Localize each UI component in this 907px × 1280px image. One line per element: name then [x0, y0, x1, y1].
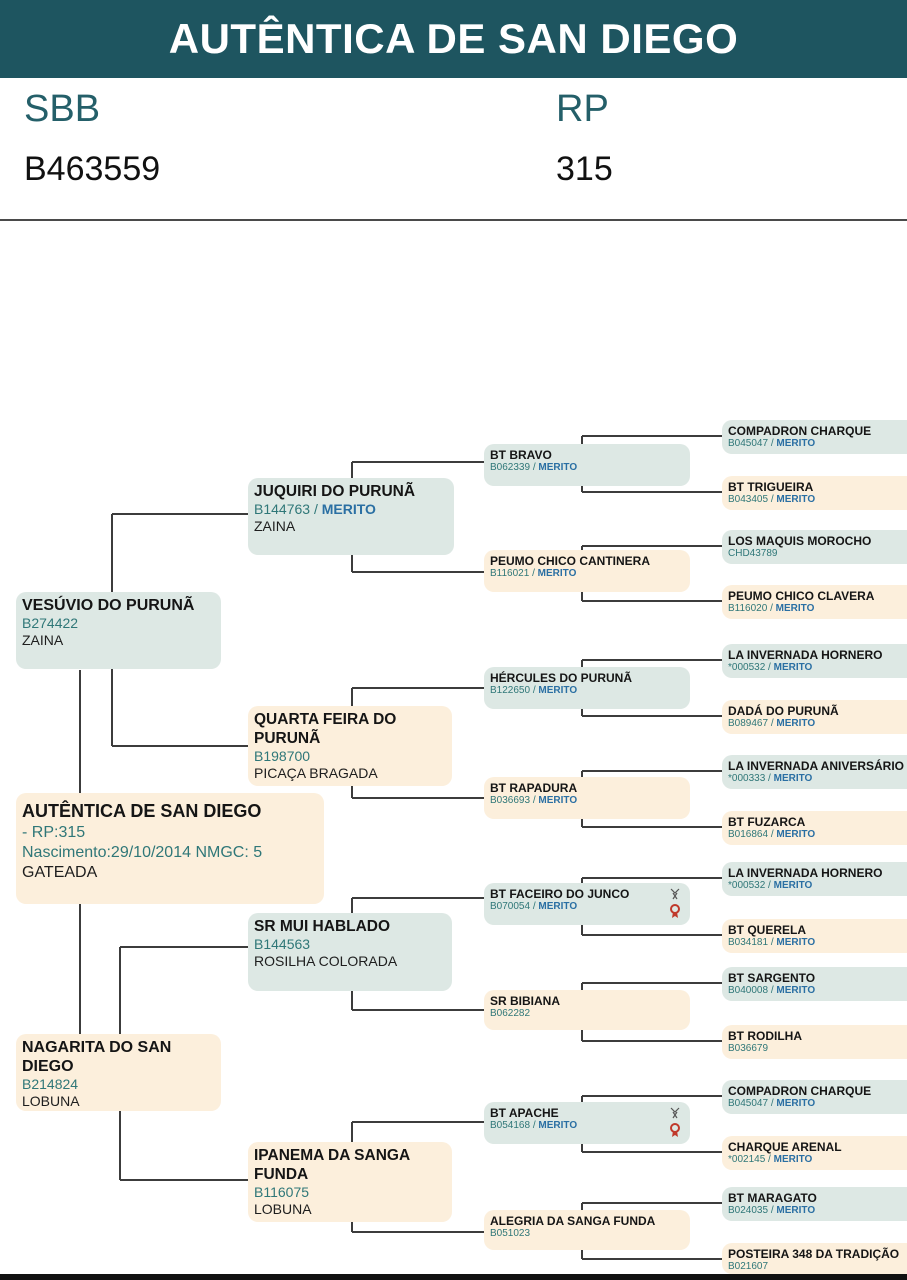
g2-reg-value-0: B144763 — [254, 501, 311, 517]
g3-name-4: BT FACEIRO DO JUNCO — [490, 887, 630, 901]
g4-name-14: BT MARAGATO — [728, 1191, 817, 1205]
g4-reg-6: *000333 / MERITO — [728, 773, 813, 784]
g4-merito-5: MERITO — [776, 718, 816, 729]
g4-reg-1: B043405 / MERITO — [728, 494, 816, 505]
g3-name-6: BT APACHE — [490, 1106, 559, 1120]
g4-merito-13: MERITO — [773, 1154, 813, 1165]
g4-merito-8: MERITO — [773, 880, 813, 891]
g4-card-6[interactable] — [722, 755, 907, 789]
g4-card-1[interactable] — [722, 476, 907, 510]
g3-card-6[interactable] — [484, 1102, 690, 1144]
g4-reg-value-1: B043405 — [728, 494, 769, 505]
g4-card-2[interactable] — [722, 530, 907, 564]
subject-card[interactable] — [16, 793, 324, 904]
g2-name-0: JUQUIRI DO PURUNÃ — [254, 483, 416, 500]
g4-name-2: LOS MAQUIS MOROCHO — [728, 534, 872, 548]
g4-reg-value-3: B116020 — [728, 603, 768, 614]
sbb-label: SBB — [24, 88, 101, 130]
g2-coat-0: ZAINA — [254, 518, 296, 534]
g3-reg-value-1: B116021 — [490, 568, 530, 579]
g4-merito-6: MERITO — [773, 773, 813, 784]
g4-reg-value-6: *000333 — [728, 773, 766, 784]
g4-reg-value-4: *000532 — [728, 662, 766, 673]
subject-coat: GATEADA — [22, 864, 98, 881]
g4-name-10: BT SARGENTO — [728, 971, 816, 985]
g3-name-0: BT BRAVO — [490, 448, 552, 462]
g4-card-10[interactable] — [722, 967, 907, 1001]
g4-card-4[interactable] — [722, 644, 907, 678]
dam-coat: LOBUNA — [22, 1093, 80, 1109]
g4-card-0[interactable] — [722, 420, 907, 454]
dam-name: NAGARITA DO SAN DIEGO — [22, 1039, 172, 1075]
g2-card-2[interactable] — [248, 913, 452, 991]
g4-name-5: DADÁ DO PURUNÃ — [728, 704, 839, 718]
g4-reg-10: B040008 / MERITO — [728, 985, 816, 996]
g2-card-1[interactable] — [248, 706, 452, 786]
sire-coat: ZAINA — [22, 632, 64, 648]
g4-reg-value-5: B089467 — [728, 718, 769, 729]
award-icon — [668, 1106, 682, 1140]
g4-name-7: BT FUZARCA — [728, 815, 806, 829]
g4-reg-value-14: B024035 — [728, 1205, 769, 1216]
g4-name-6: LA INVERNADA ANIVERSÁRIO — [728, 759, 905, 773]
g2-coat-1: PICAÇA BRAGADA — [254, 765, 378, 781]
g4-reg-13: *002145 / MERITO — [728, 1154, 813, 1165]
g4-card-11[interactable] — [722, 1025, 907, 1059]
g4-reg-value-8: *000532 — [728, 880, 766, 891]
g2-coat-3: LOBUNA — [254, 1201, 312, 1217]
g3-reg-7: B051023 — [490, 1228, 531, 1239]
g4-card-5[interactable] — [722, 700, 907, 734]
g4-reg-value-7: B016864 — [728, 829, 769, 840]
g3-reg-value-2: B122650 — [490, 685, 531, 696]
g4-card-15[interactable] — [722, 1243, 907, 1274]
sire-name: VESÚVIO DO PURUNÃ — [22, 597, 195, 614]
g4-reg-12: B045047 / MERITO — [728, 1098, 816, 1109]
g3-reg-value-3: B036693 — [490, 795, 531, 806]
g3-name-3: BT RAPADURA — [490, 781, 578, 795]
g2-card-0[interactable] — [248, 478, 454, 555]
g3-merito-0: MERITO — [538, 462, 578, 473]
g4-reg-8: *000532 / MERITO — [728, 880, 813, 891]
g4-reg-14: B024035 / MERITO — [728, 1205, 816, 1216]
g3-card-4[interactable] — [484, 883, 690, 925]
g3-merito-6: MERITO — [538, 1120, 578, 1131]
g3-reg-5: B062282 — [490, 1008, 531, 1019]
g4-merito-9: MERITO — [776, 937, 816, 948]
g4-reg-0: B045047 / MERITO — [728, 438, 816, 449]
g4-reg-value-10: B040008 — [728, 985, 769, 996]
rp-label: RP — [556, 88, 609, 130]
g4-card-14[interactable] — [722, 1187, 907, 1221]
g4-reg-7: B016864 / MERITO — [728, 829, 816, 840]
g2-reg-0: B144763 / MERITO — [254, 501, 376, 517]
subject-rp: - RP:315 — [22, 824, 86, 841]
g3-reg-6: B054168 / MERITO — [490, 1120, 578, 1131]
sire-card[interactable] — [16, 592, 221, 669]
dam-reg: B214824 — [22, 1076, 79, 1092]
g3-reg-0: B062339 / MERITO — [490, 462, 578, 473]
g3-reg-value-0: B062339 — [490, 462, 531, 473]
g4-reg-value-13: *002145 — [728, 1154, 766, 1165]
g4-name-11: BT RODILHA — [728, 1029, 802, 1043]
g3-reg-1: B116021 / MERITO — [490, 568, 577, 579]
g4-reg-2: CHD43789 — [728, 548, 778, 559]
g4-card-3[interactable] — [722, 585, 907, 619]
g4-reg-9: B034181 / MERITO — [728, 937, 816, 948]
g2-reg-3: B116075 — [254, 1184, 310, 1200]
g4-name-0: COMPADRON CHARQUE — [728, 424, 872, 438]
g4-card-9[interactable] — [722, 919, 907, 953]
g2-card-3[interactable] — [248, 1142, 452, 1222]
g3-merito-2: MERITO — [538, 685, 578, 696]
g4-merito-14: MERITO — [776, 1205, 816, 1216]
g3-merito-4: MERITO — [538, 901, 578, 912]
g4-name-12: COMPADRON CHARQUE — [728, 1084, 872, 1098]
g3-card-7[interactable] — [484, 1210, 690, 1250]
g4-merito-0: MERITO — [776, 438, 816, 449]
dam-card[interactable] — [16, 1034, 221, 1111]
g4-reg-3: B116020 / MERITO — [728, 603, 815, 614]
g2-coat-2: ROSILHA COLORADA — [254, 953, 398, 969]
g3-card-5[interactable] — [484, 990, 690, 1030]
g3-card-3[interactable] — [484, 777, 690, 819]
g4-card-7[interactable] — [722, 811, 907, 845]
g4-name-1: BT TRIGUEIRA — [728, 480, 814, 494]
g3-name-1: PEUMO CHICO CANTINERA — [490, 554, 651, 568]
page-title: AUTÊNTICA DE SAN DIEGO — [168, 15, 739, 62]
g4-reg-15: B021607 — [728, 1261, 769, 1272]
g4-merito-4: MERITO — [773, 662, 813, 673]
g4-reg-11: B036679 — [728, 1043, 769, 1054]
g4-reg-value-0: B045047 — [728, 438, 769, 449]
award-icon — [668, 887, 682, 921]
g3-merito-3: MERITO — [538, 795, 578, 806]
g4-reg-5: B089467 / MERITO — [728, 718, 816, 729]
g4-name-9: BT QUERELA — [728, 923, 806, 937]
g4-name-13: CHARQUE ARENAL — [728, 1140, 842, 1154]
g4-card-12[interactable] — [722, 1080, 907, 1114]
g4-card-8[interactable] — [722, 862, 907, 896]
g4-merito-10: MERITO — [776, 985, 816, 996]
g2-name-1: QUARTA FEIRA DO PURUNÃ — [254, 711, 397, 747]
g2-merito-0: MERITO — [321, 501, 376, 517]
g4-card-13[interactable] — [722, 1136, 907, 1170]
g3-reg-value-6: B054168 — [490, 1120, 531, 1131]
g4-merito-3: MERITO — [775, 603, 815, 614]
g2-name-3: IPANEMA DA SANGA FUNDA — [254, 1147, 410, 1183]
g4-reg-4: *000532 / MERITO — [728, 662, 813, 673]
g3-reg-3: B036693 / MERITO — [490, 795, 578, 806]
g4-name-8: LA INVERNADA HORNERO — [728, 866, 883, 880]
g3-card-1[interactable] — [484, 550, 690, 592]
g2-reg-1: B198700 — [254, 748, 311, 764]
sire-reg: B274422 — [22, 615, 79, 631]
g3-name-2: HÉRCULES DO PURUNÃ — [490, 671, 633, 685]
g4-reg-value-9: B034181 — [728, 937, 769, 948]
g3-reg-4: B070054 / MERITO — [490, 901, 578, 912]
g4-merito-1: MERITO — [776, 494, 816, 505]
g4-merito-7: MERITO — [776, 829, 816, 840]
g4-reg-value-12: B045047 — [728, 1098, 769, 1109]
g3-reg-value-4: B070054 — [490, 901, 531, 912]
g3-merito-1: MERITO — [537, 568, 577, 579]
g2-reg-2: B144563 — [254, 936, 311, 952]
g4-name-15: POSTEIRA 348 DA TRADIÇÃO — [728, 1247, 900, 1261]
g3-name-7: ALEGRIA DA SANGA FUNDA — [490, 1214, 656, 1228]
g2-name-2: SR MUI HABLADO — [254, 918, 391, 935]
g3-reg-2: B122650 / MERITO — [490, 685, 578, 696]
g4-name-4: LA INVERNADA HORNERO — [728, 648, 883, 662]
g3-card-2[interactable] — [484, 667, 690, 709]
g3-name-5: SR BIBIANA — [490, 994, 561, 1008]
sbb-value: B463559 — [24, 150, 161, 188]
g4-merito-12: MERITO — [776, 1098, 816, 1109]
bottom-edge — [0, 1274, 907, 1280]
g3-card-0[interactable] — [484, 444, 690, 486]
subject-name: AUTÊNTICA DE SAN DIEGO — [22, 801, 262, 821]
rp-value: 315 — [556, 150, 613, 188]
subject-birth: Nascimento:29/10/2014 NMGC: 5 — [22, 844, 263, 861]
g4-name-3: PEUMO CHICO CLAVERA — [728, 589, 875, 603]
